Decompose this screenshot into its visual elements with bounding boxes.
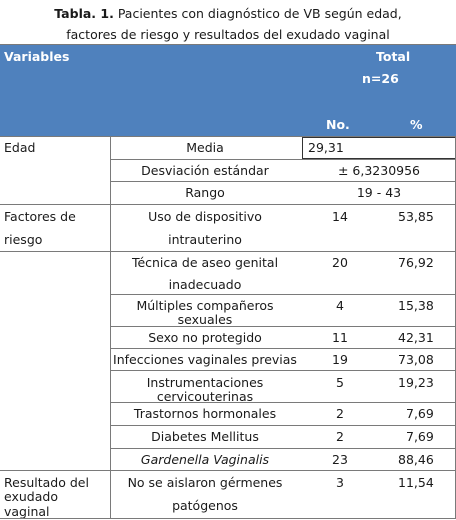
factor-row-4-label: Infecciones vaginales previas <box>113 352 297 367</box>
rule-header-bottom <box>0 136 456 137</box>
factor-row-1-no: 20 <box>332 255 348 270</box>
edad-label: Edad <box>4 140 36 155</box>
rule-4 <box>0 251 456 252</box>
caption-text-1: Pacientes con diagnóstico de VB según edad, <box>117 6 402 21</box>
rule-10 <box>110 425 456 426</box>
factor-row-5-no: 5 <box>336 375 344 390</box>
resultado-row-label-1: No se aislaron gérmenes <box>127 475 283 490</box>
factor-row-3-pct: 42,31 <box>398 330 434 345</box>
header-pct: % <box>410 117 423 132</box>
rule-9 <box>110 402 456 403</box>
rule-5 <box>110 294 456 295</box>
factor-row-0-label-2: intrauterino <box>168 232 242 247</box>
factor-row-6-no: 2 <box>336 406 344 421</box>
rule-col-1 <box>110 137 111 519</box>
factor-row-7-label: Diabetes Mellitus <box>151 429 259 444</box>
factor-row-4-no: 19 <box>332 352 348 367</box>
rule-1 <box>110 159 456 160</box>
resultado-label-2: exudado <box>4 489 58 504</box>
rango-label: Rango <box>185 185 225 200</box>
factor-row-8-pct: 88,46 <box>398 452 434 467</box>
factores-label-1: Factores de <box>4 209 76 224</box>
factor-row-7-pct: 7,69 <box>406 429 434 444</box>
media-label: Media <box>186 140 224 155</box>
factor-row-1-label-2: inadecuado <box>168 277 242 292</box>
factor-row-2-label-1: Múltiples compañeros <box>136 298 274 313</box>
rango-value: 19 - 43 <box>356 185 402 200</box>
rule-6 <box>110 326 456 327</box>
header-total: Total <box>376 49 411 64</box>
media-value: 29,31 <box>308 140 344 155</box>
factor-row-5-pct: 19,23 <box>398 375 434 390</box>
factor-row-6-label: Trastornos hormonales <box>133 406 277 421</box>
rule-11 <box>110 448 456 449</box>
factor-row-7-no: 2 <box>336 429 344 444</box>
table-caption <box>0 0 456 44</box>
rule-3 <box>0 204 456 205</box>
factor-row-6-pct: 7,69 <box>406 406 434 421</box>
rule-12 <box>0 470 456 471</box>
desviacion-label: Desviación estándar <box>141 163 269 178</box>
desviacion-value: ± 6,3230956 <box>337 163 421 178</box>
resultado-label-3: vaginal <box>4 504 50 519</box>
factor-row-2-no: 4 <box>336 298 344 313</box>
factor-row-4-pct: 73,08 <box>398 352 434 367</box>
factor-row-0-no: 14 <box>332 209 348 224</box>
resultado-row-no: 3 <box>336 475 344 490</box>
factor-row-2-label-2: sexuales <box>177 312 233 327</box>
factor-row-1-pct: 76,92 <box>398 255 434 270</box>
factores-label-2: riesgo <box>4 232 43 247</box>
resultado-row-label-2: patógenos <box>172 498 238 513</box>
factor-row-8-text: Gardenella Vaginalis <box>140 452 270 467</box>
factor-row-5-label-2: cervicouterinas <box>156 389 254 404</box>
rule-7 <box>110 348 456 349</box>
caption-line-1 <box>0 3 456 24</box>
header-variables: Variables <box>4 49 70 64</box>
factor-row-2-pct: 15,38 <box>398 298 434 313</box>
header-no: No. <box>326 117 350 132</box>
rule-top <box>0 44 456 45</box>
caption-line-2: factores de riesgo y resultados del exudado vaginal <box>66 27 390 42</box>
factor-row-8-label <box>110 451 300 468</box>
factor-row-1-label-1: Técnica de aseo genital <box>131 255 279 270</box>
factor-row-3-no: 11 <box>332 330 348 345</box>
resultado-label-1: Resultado del <box>4 475 89 490</box>
caption-label: Tabla. 1. <box>54 6 114 21</box>
rule-2 <box>110 181 456 182</box>
header-n: n=26 <box>362 71 399 86</box>
factor-row-0-pct: 53,85 <box>398 209 434 224</box>
factor-row-0-label-1: Uso de dispositivo <box>148 209 262 224</box>
resultado-row-pct: 11,54 <box>398 475 434 490</box>
rule-8 <box>110 370 456 371</box>
factor-row-5-label-1: Instrumentaciones <box>146 375 264 390</box>
factor-row-8-no: 23 <box>332 452 348 467</box>
factor-row-3-label: Sexo no protegido <box>148 330 262 345</box>
